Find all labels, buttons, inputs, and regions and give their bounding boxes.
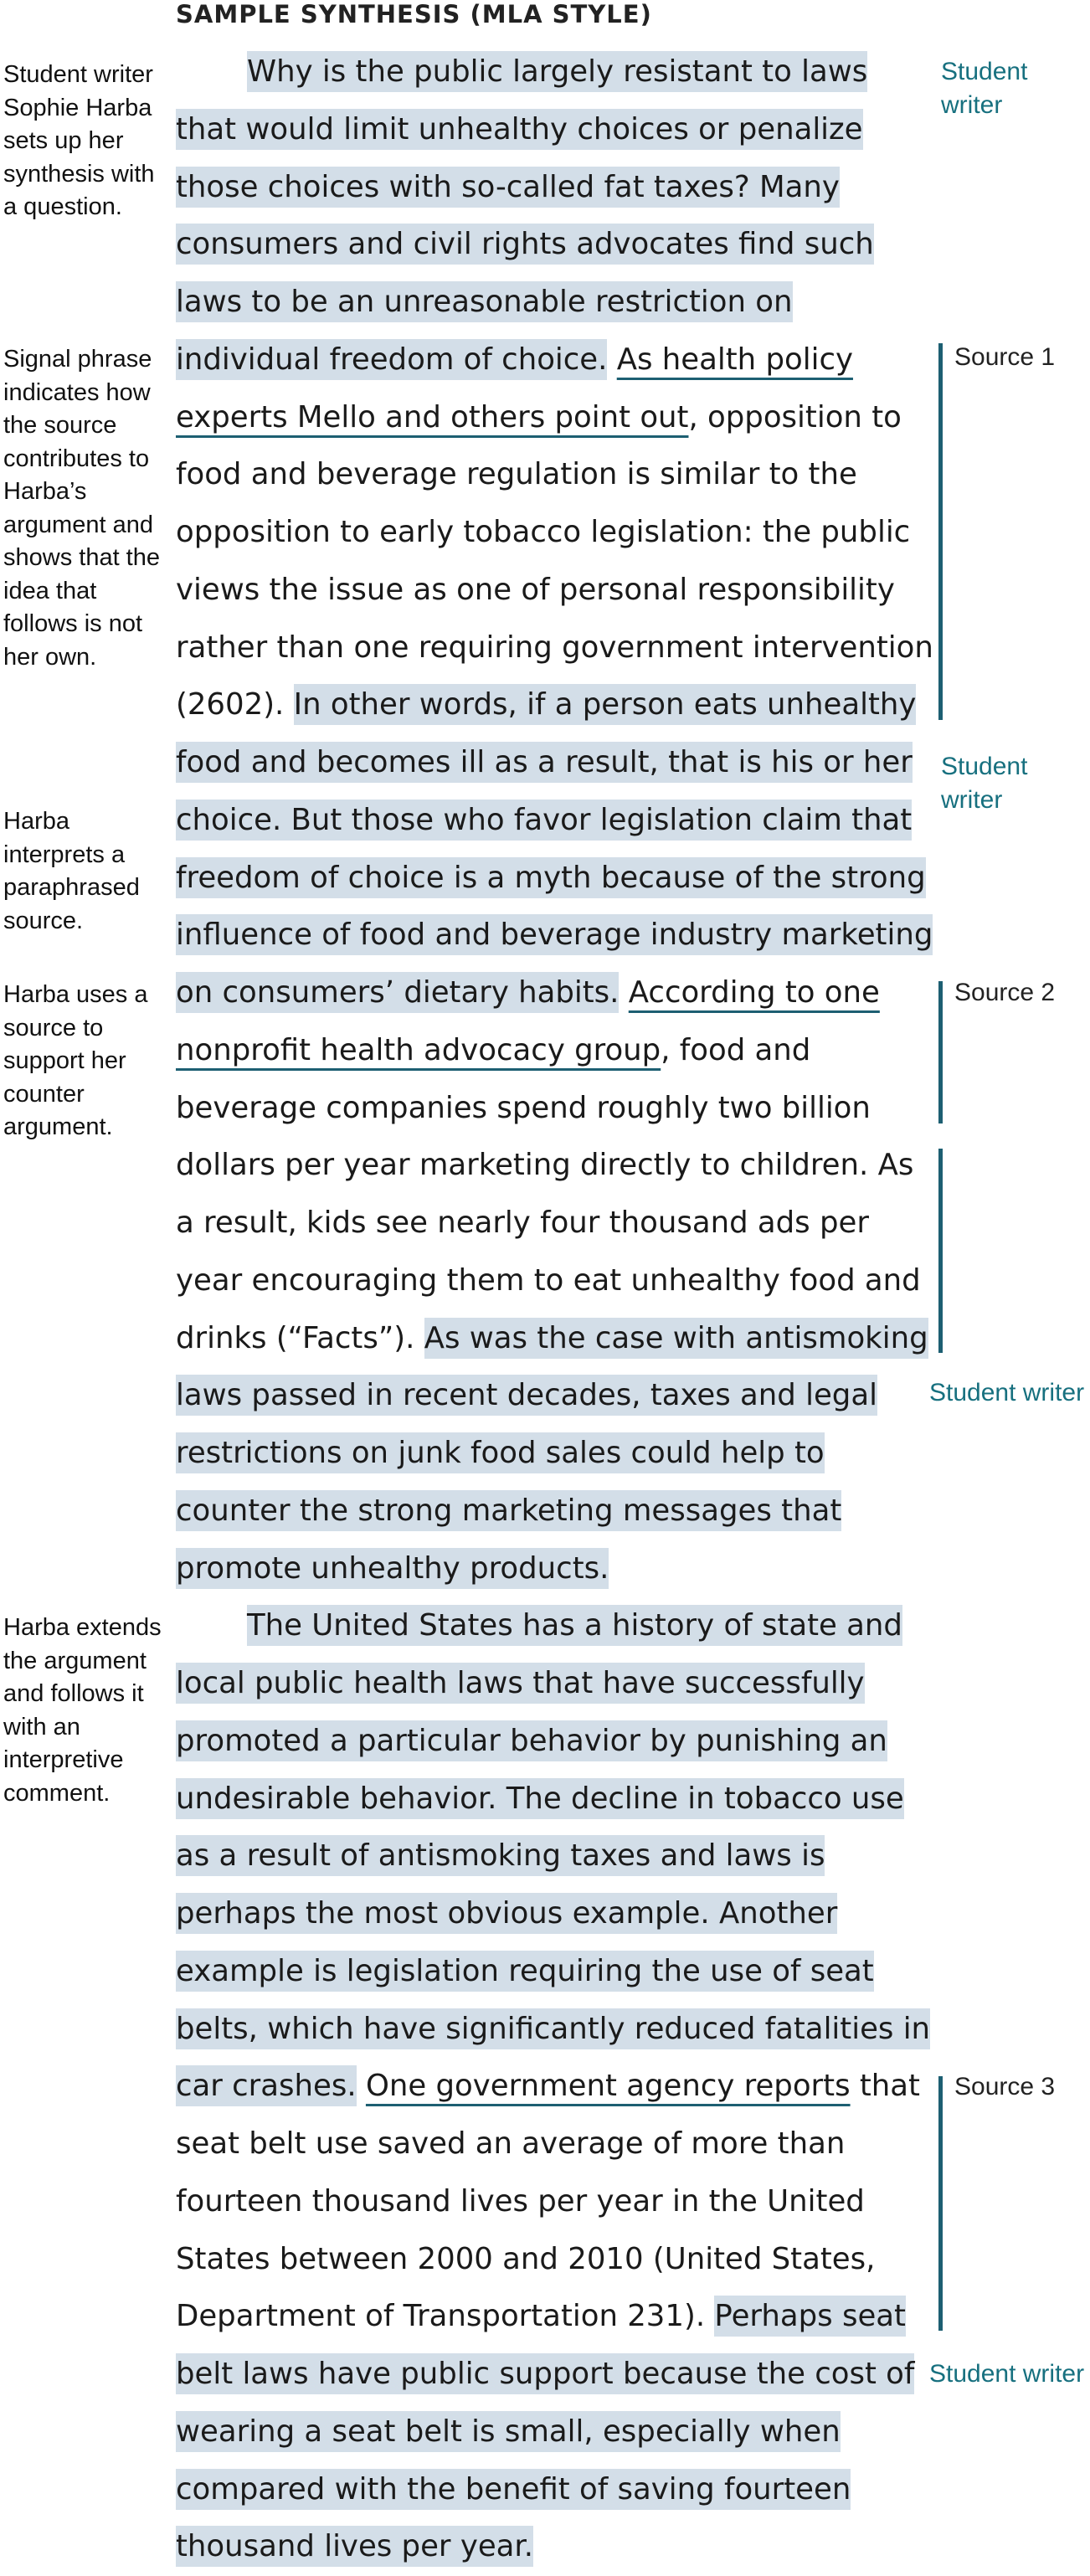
student-writer-label: Student writer [929,1379,1085,1406]
student-writer-text: As was the case with antismoking laws passed in recent decades, taxes and legal restrictions on junk food sales could help to counter the strong marketing messages that promote unhealthy products. [176,1318,928,1589]
student-writer-text: In other words, if a person eats unhealthy food and becomes ill as a result, that is his or her choice. But those who favor legislation claim that freedom of choice is a myth because of the strong influence of food and beverage industry marketing on consumers’ dietary habits. [176,684,933,1013]
margin-note-interprets: Harba interprets a paraphrased source. [3,808,140,934]
signal-phrase: One government agency reports [365,2069,851,2104]
signal-phrase: As health policy experts Mello and others point out [176,342,853,434]
student-writer-text: The United States has a history of state and local public health laws that have successfully promoted a particular behavior by punishing an undesirable behavior. The decline in tobacco use as a result of antismoking taxes and laws is perhaps the most obvious example. Another example is legislation requiring the use of seat belts, which have significantly reduced fatalities in car crashes. [176,1605,930,2106]
signal-phrase: According to one nonprofit health advocacy group [176,975,880,1067]
student-writer-label: Student writer [941,58,1028,119]
source-text: that seat belt use saved an average of more than fourteen thousand lives per year in the United States between 2000 and 2010 (United States, Department of Transportation 231). [176,2069,920,2334]
margin-note-extends: Harba extends the argument and follows it with an interpretive comment. [3,1614,162,1807]
student-writer-text: Perhaps seat belt laws have public support because the cost of wearing a seat belt is small, especially when compared with the benefit of saving fourteen thousand lives per year. [176,2296,914,2567]
source-2-label: Source 2 [954,979,1056,1006]
margin-note-question: Student writer Sophie Harba sets up her synthesis with a question. [3,61,155,220]
synthesis-body [176,44,933,2576]
source-2-bracket-lower [938,1149,943,1353]
margin-note-signal-phrase: Signal phrase indicates how the source contributes to Harba’s argument and shows that the idea that follows is not her own. [3,346,160,671]
student-writer-label: Student writer [929,2360,1085,2388]
page-heading: SAMPLE SYNTHESIS (MLA STYLE) [176,0,652,28]
paragraph-2 [176,1597,933,2576]
margin-note-counter-argument: Harba uses a source to support her counter argument. [3,981,148,1140]
source-text: , opposition to food and beverage regulation is similar to the opposition to early tobacco legislation: the public views the issue as one of personal responsibility rather than one requiring government intervention (2602). [176,399,933,722]
source-text: , food and beverage companies spend roughly two billion dollars per year marketing directly to children. As a result, kids see nearly four thousand ads per year encouraging them to eat unhealthy food and drinks (“Facts”). [176,1032,921,1355]
source-1-bracket [938,343,943,720]
student-writer-label: Student writer [941,753,1028,814]
source-1-label: Source 1 [954,343,1056,371]
paragraph-1 [176,44,933,1597]
source-3-label: Source 3 [954,2073,1056,2100]
student-writer-text: Why is the public largely resistant to laws that would limit unhealthy choices or penalize those choices with so-called fat taxes? Many consumers and civil rights advocates find such laws to be an unreasonable restriction on individual freedom of choice. [176,51,874,380]
source-2-bracket-upper [938,981,943,1123]
source-3-bracket [938,2076,943,2331]
